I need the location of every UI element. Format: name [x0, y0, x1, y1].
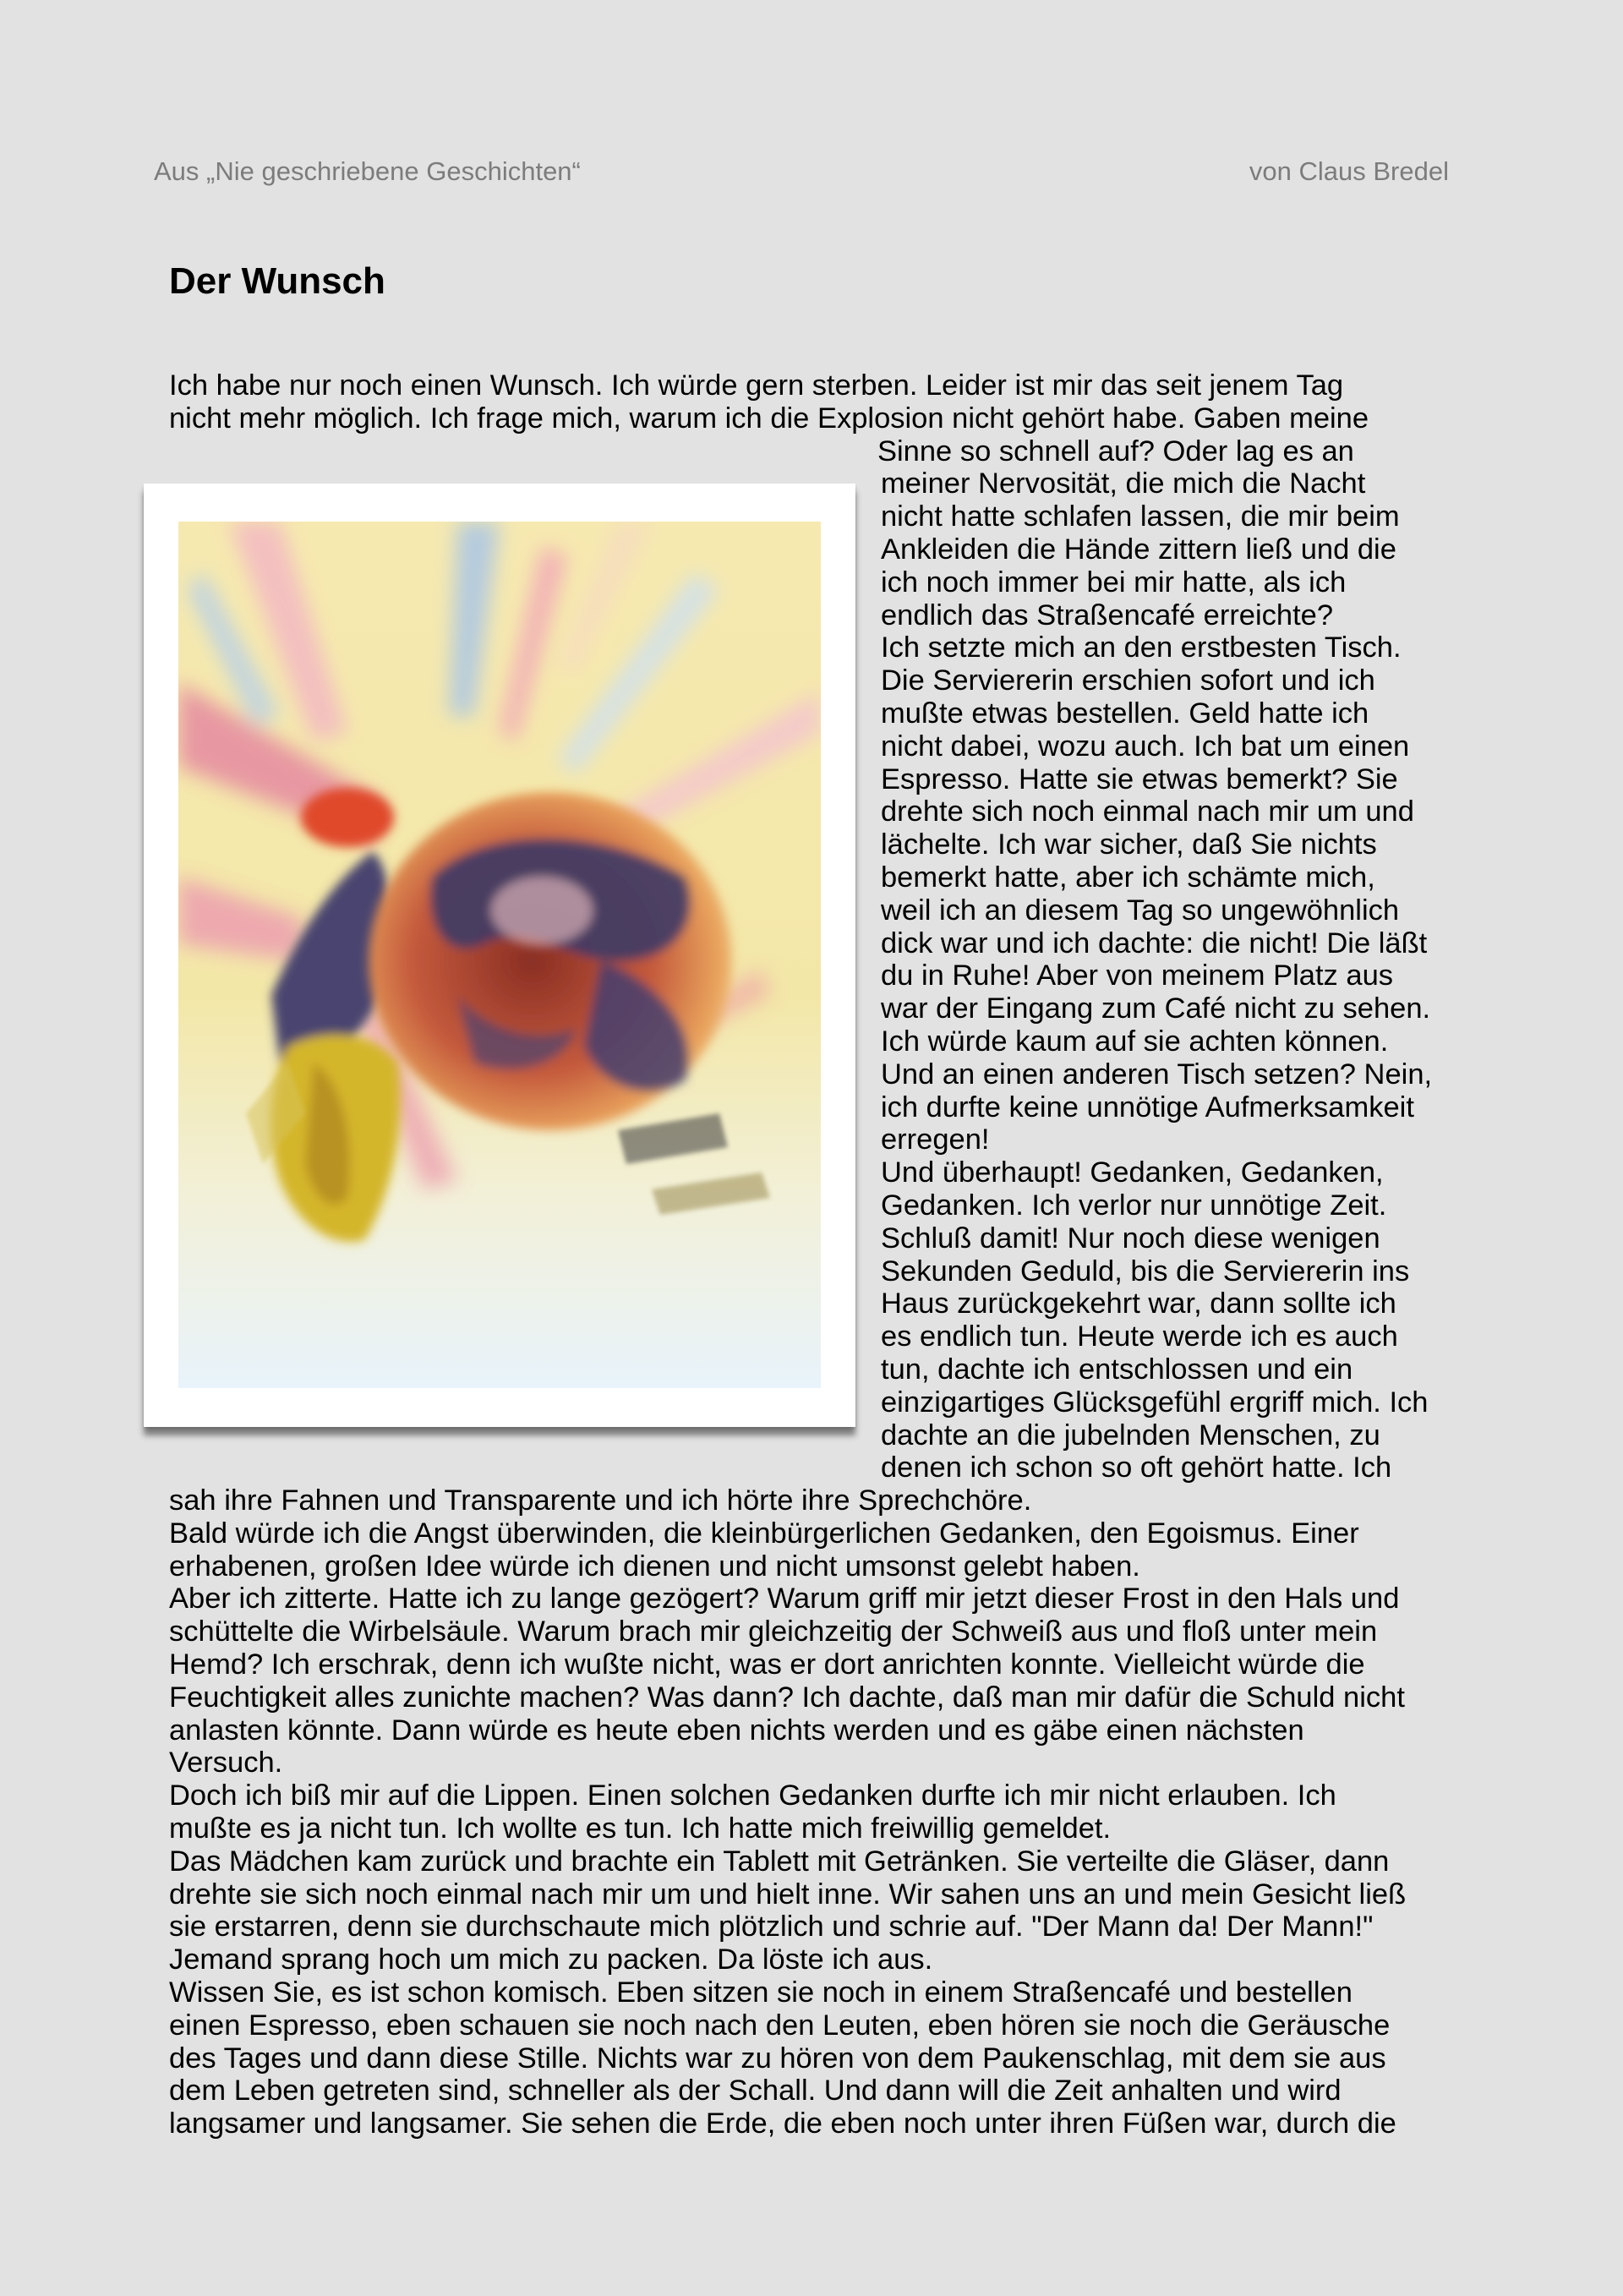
text-line: Wissen Sie, es ist schon komisch. Eben sitzen sie noch in einem Straßencafé und bestellen: [169, 1976, 1352, 2009]
text-line: Doch ich biß mir auf die Lippen. Einen solchen Gedanken durfte ich mir nicht erlauben. Ich: [169, 1779, 1336, 1812]
text-line: Schluß damit! Nur noch diese wenigen: [881, 1222, 1380, 1255]
text-line: erregen!: [881, 1123, 990, 1156]
text-line: dick war und ich dachte: die nicht! Die läßt: [881, 927, 1428, 959]
text-line: es endlich tun. Heute werde ich es auch: [881, 1320, 1398, 1353]
text-line: du in Ruhe! Aber von meinem Platz aus: [881, 959, 1394, 992]
text-line: erhabenen, großen Idee würde ich dienen und nicht umsonst gelebt haben.: [169, 1550, 1140, 1583]
text-line: Und an einen anderen Tisch setzen? Nein,: [881, 1058, 1433, 1091]
story-body: [169, 369, 1454, 2140]
text-line: bemerkt hatte, aber ich schämte mich,: [881, 861, 1375, 894]
story-title: Der Wunsch: [169, 260, 385, 302]
text-line: drehte sich noch einmal nach mir um und: [881, 795, 1414, 828]
author-header: von Claus Bredel: [1249, 156, 1449, 186]
text-line: Gedanken. Ich verlor nur unnötige Zeit.: [881, 1189, 1387, 1222]
text-line: Feuchtigkeit alles zunichte machen? Was dann? Ich dachte, daß man mir dafür die Schuld nicht: [169, 1681, 1405, 1714]
text-line: Haus zurückgekehrt war, dann sollte ich: [881, 1287, 1396, 1320]
text-line: Ich setzte mich an den erstbesten Tisch.: [881, 631, 1402, 664]
text-line: Das Mädchen kam zurück und brachte ein Tablett mit Getränken. Sie verteilte die Gläser, dann: [169, 1845, 1390, 1878]
text-line: nicht mehr möglich. Ich frage mich, warum ich die Explosion nicht gehört habe. Gaben meine: [169, 402, 1369, 435]
text-line: schüttelte die Wirbelsäule. Warum brach mir gleichzeitig der Schweiß aus und floß unter mein: [169, 1615, 1378, 1648]
text-line: nicht dabei, wozu auch. Ich bat um einen: [881, 730, 1410, 763]
text-line: Sekunden Geduld, bis die Serviererin ins: [881, 1255, 1410, 1287]
text-line: Bald würde ich die Angst überwinden, die kleinbürgerlichen Gedanken, den Egoismus. Einer: [169, 1517, 1359, 1550]
text-line: Ankleiden die Hände zittern ließ und die: [881, 533, 1396, 566]
text-line: dachte an die jubelnden Menschen, zu: [881, 1419, 1380, 1451]
text-line: des Tages und dann diese Stille. Nichts war zu hören von dem Paukenschlag, mit dem sie aus: [169, 2042, 1386, 2075]
text-line: war der Eingang zum Café nicht zu sehen.: [881, 992, 1431, 1025]
text-line: Und überhaupt! Gedanken, Gedanken,: [881, 1156, 1384, 1189]
text-line: Ich habe nur noch einen Wunsch. Ich würde gern sterben. Leider ist mir das seit jenem Tag: [169, 369, 1344, 402]
text-line: endlich das Straßencafé erreichte?: [881, 599, 1334, 631]
text-line: Espresso. Hatte sie etwas bemerkt? Sie: [881, 763, 1398, 795]
text-line: denen ich schon so oft gehört hatte. Ich: [881, 1451, 1392, 1484]
text-line: meiner Nervosität, die mich die Nacht: [881, 467, 1366, 500]
book-source-header: Aus „Nie geschriebene Geschichten“: [154, 156, 581, 186]
text-line: Jemand sprang hoch um mich zu packen. Da löste ich aus.: [169, 1943, 933, 1976]
text-line: ich noch immer bei mir hatte, als ich: [881, 566, 1347, 599]
text-line: mußte es ja nicht tun. Ich wollte es tun. Ich hatte mich freiwillig gemeldet.: [169, 1812, 1112, 1845]
text-line: ich durfte keine unnötige Aufmerksamkeit: [881, 1091, 1414, 1123]
text-line: Hemd? Ich erschrak, denn ich wußte nicht, was er dort anrichten konnte. Vielleicht würde die: [169, 1648, 1365, 1681]
text-line: drehte sie sich noch einmal nach mir um und hielt inne. Wir sahen uns an und mein Gesicht ließ: [169, 1878, 1407, 1911]
text-line: Versuch.: [169, 1747, 283, 1779]
text-line: einen Espresso, eben schauen sie noch nach den Leuten, eben hören sie noch die Geräusche: [169, 2009, 1391, 2042]
text-line: tun, dachte ich entschlossen und ein: [881, 1353, 1353, 1386]
text-line: nicht hatte schlafen lassen, die mir beim: [881, 500, 1400, 533]
text-line: langsamer und langsamer. Sie sehen die Erde, die eben noch unter ihren Füßen war, durch die: [169, 2107, 1396, 2140]
text-line: dem Leben getreten sind, schneller als der Schall. Und dann will die Zeit anhalten und wird: [169, 2075, 1342, 2107]
text-line: sie erstarren, denn sie durchschaute mich plötzlich und schrie auf. "Der Mann da! Der Mann!": [169, 1911, 1374, 1943]
text-line: anlasten könnte. Dann würde es heute eben nichts werden und es gäbe einen nächsten: [169, 1714, 1304, 1747]
text-line: weil ich an diesem Tag so ungewöhnlich: [881, 894, 1400, 927]
text-line: Sinne so schnell auf? Oder lag es an: [877, 435, 1354, 467]
text-line: einzigartiges Glücksgefühl ergriff mich. Ich: [881, 1386, 1429, 1419]
text-line: Aber ich zitterte. Hatte ich zu lange gezögert? Warum griff mir jetzt dieser Frost in den Hals und: [169, 1583, 1400, 1615]
text-line: Ich würde kaum auf sie achten können.: [881, 1025, 1389, 1058]
text-line: lächelte. Ich war sicher, daß Sie nichts: [881, 828, 1377, 861]
text-line: Die Serviererin erschien sofort und ich: [881, 664, 1375, 697]
text-line: sah ihre Fahnen und Transparente und ich hörte ihre Sprechchöre.: [169, 1484, 1032, 1517]
text-line: mußte etwas bestellen. Geld hatte ich: [881, 697, 1369, 730]
